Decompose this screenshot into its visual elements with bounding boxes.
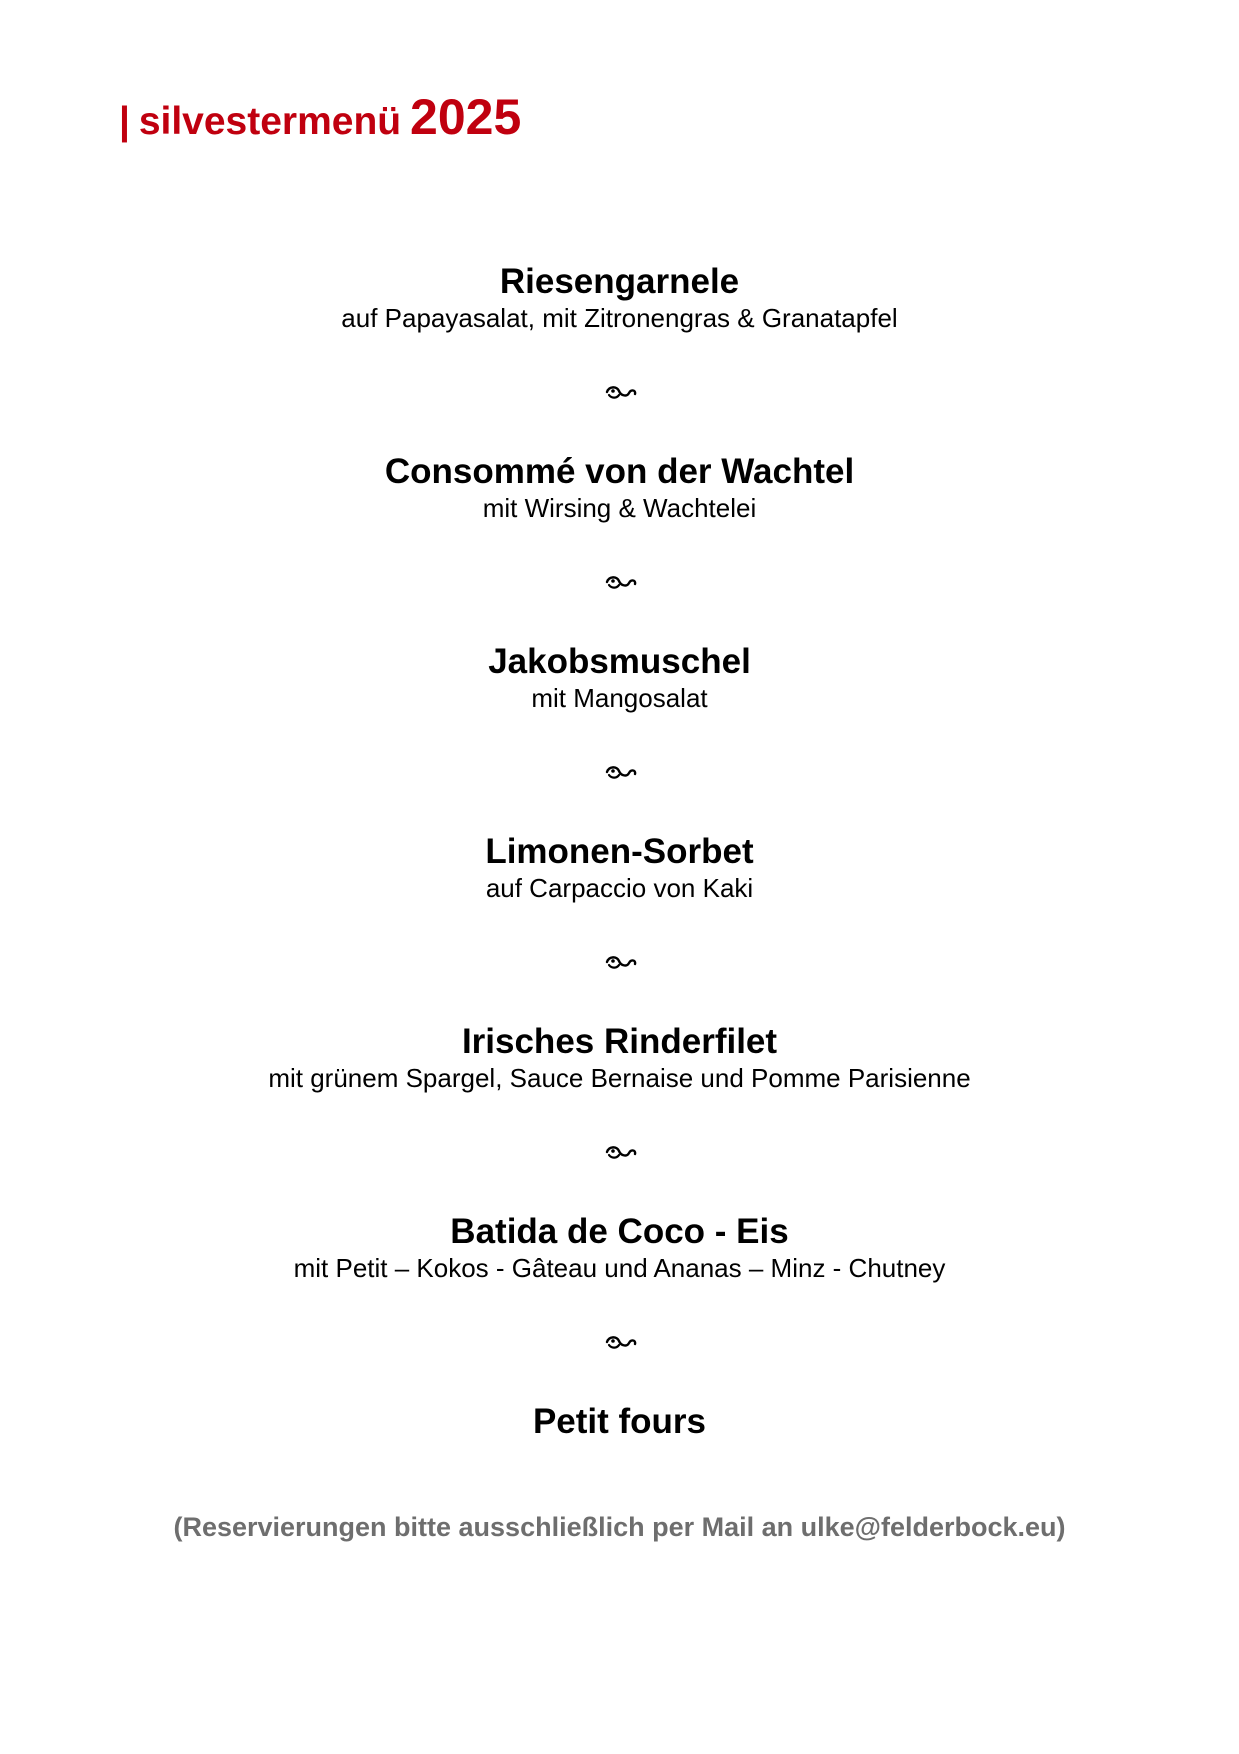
title-year: 2025 <box>410 89 522 145</box>
course-name: Riesengarnele <box>499 262 740 301</box>
course-description: mit grünem Spargel, Sauce Bernaise und Pomme Parisienne <box>268 1063 971 1093</box>
ornament-flourish-icon <box>604 1143 638 1163</box>
ornament-flourish-icon <box>604 1333 638 1353</box>
title-word: silvestermenü <box>138 100 402 143</box>
menu-course <box>0 642 1239 714</box>
course-description: mit Petit – Kokos - Gâteau und Ananas – Minz - Chutney <box>293 1253 946 1283</box>
course-description: auf Papayasalat, mit Zitronengras & Granatapfel <box>341 303 898 333</box>
menu-course <box>0 1212 1239 1284</box>
course-name: Batida de Coco - Eis <box>450 1212 789 1251</box>
menu-course <box>0 1402 1239 1442</box>
page-title <box>119 89 522 145</box>
menu-course <box>0 1022 1239 1094</box>
course-name: Petit fours <box>532 1402 707 1441</box>
menu-course <box>0 262 1239 334</box>
ornament-flourish-icon <box>604 763 638 783</box>
course-description: auf Carpaccio von Kaki <box>485 873 754 903</box>
course-description: mit Wirsing & Wachtelei <box>482 493 757 523</box>
reservation-note: (Reservierungen bitte ausschließlich per Mail an ulke@felderbock.eu) <box>173 1512 1066 1542</box>
ornament-flourish-icon <box>604 953 638 973</box>
ornament-flourish-icon <box>604 573 638 593</box>
menu-course <box>0 452 1239 524</box>
course-name: Consommé von der Wachtel <box>384 452 855 491</box>
course-name: Limonen-Sorbet <box>485 832 754 871</box>
title-pipe: | <box>119 100 130 143</box>
course-name: Irisches Rinderfilet <box>461 1022 778 1061</box>
course-description: mit Mangosalat <box>531 683 708 713</box>
course-name: Jakobsmuschel <box>488 642 751 681</box>
ornament-flourish-icon <box>604 383 638 403</box>
menu-course <box>0 832 1239 904</box>
